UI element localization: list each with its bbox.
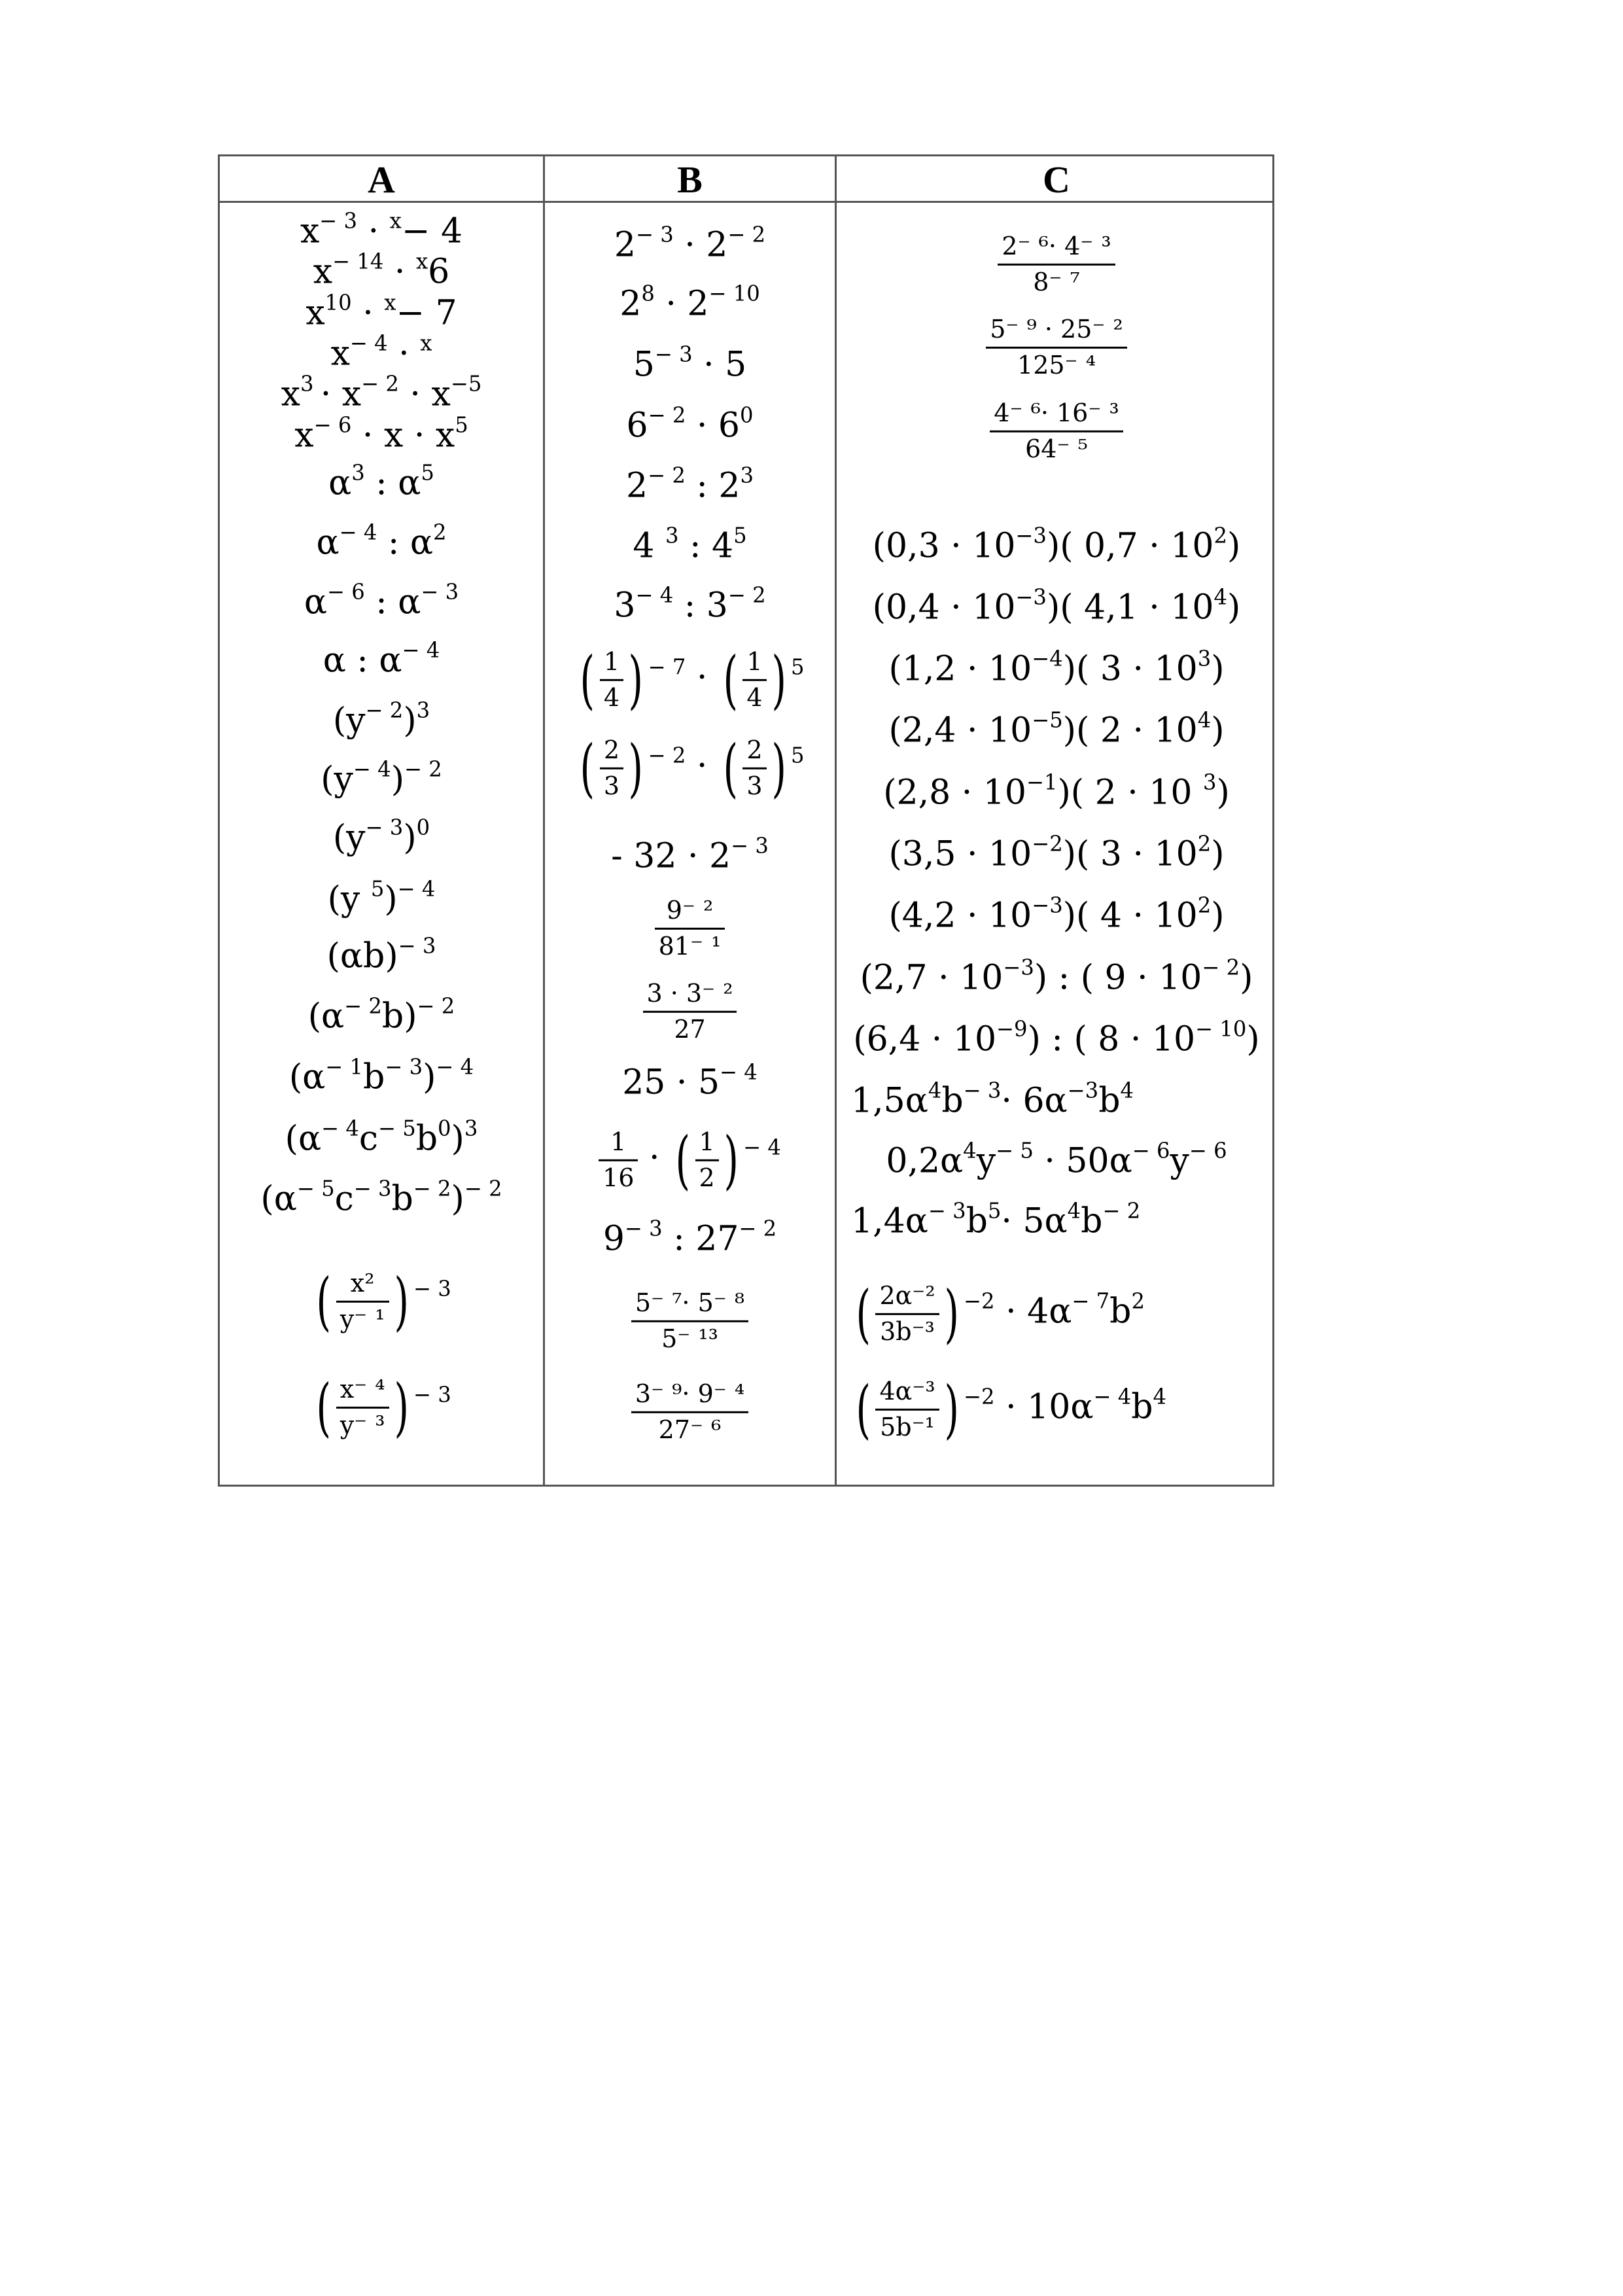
expression: $x^{- 6} \cdot x \cdot x^5$	[294, 412, 468, 455]
fraction: $\frac{\text{2⁻ ⁶· 4⁻ ³}}{\text{8⁻ ⁷}}$	[998, 232, 1115, 296]
expression: ( $\frac{\text{2α⁻²}}{\text{3b⁻³}}$ ) $^{-2} \cdot 4\alpha^{- 7}b^2$	[856, 1277, 1145, 1351]
expression: $(y^{- 3})^0$	[332, 815, 430, 858]
fraction: $\frac{1}{4}$	[600, 648, 623, 712]
fraction: $\frac{\text{9⁻ ²}}{\text{81⁻ ¹}}$	[655, 896, 725, 961]
expression: $0,2\alpha^4y^{- 5} \cdot 50\alpha^{- 6}y^{- 6}$	[886, 1138, 1227, 1181]
expression: $(y^{- 2})^3$	[332, 698, 430, 741]
expression: $(3,5 \cdot 10^{-2})$( $3 \cdot 10^2$)	[888, 831, 1225, 874]
expression: $(\alpha^{- 1}b^{- 3})^{- 4}$	[288, 1054, 474, 1097]
column-header-c: C	[1043, 158, 1070, 201]
expression: $\alpha^{- 6}$ : $\alpha^{- 3}$	[304, 579, 459, 622]
expression: α : $\alpha^{- 4}$	[323, 637, 440, 680]
expression: $(0,4 \cdot 10^{-3})$( $4,1 \cdot 10^4$)	[872, 584, 1241, 627]
expression: $25 \cdot 5^{- 4}$	[622, 1059, 758, 1103]
fraction: $\frac{1}{16}$	[599, 1128, 638, 1192]
expression: $\alpha^3$ : $\alpha^5$	[328, 460, 434, 503]
expression: $\frac{1}{16}$ · ( $\frac{1}{2}$ ) $^{- 4}$	[545, 1128, 835, 1192]
column-header-b: B	[677, 158, 703, 201]
expression: $x^{- 3} \cdot ^x- 4$	[300, 208, 463, 251]
expression: $2^{- 3} \cdot 2^{- 2}$	[614, 222, 766, 265]
column-c	[837, 202, 1276, 1485]
column-a	[220, 202, 543, 1485]
expression: ( $\frac{\text{4α⁻³}}{\text{5b⁻¹}}$ ) $^{-2} \cdot 10\alpha^{- 4}b^4$	[856, 1373, 1167, 1446]
expression: $2^8 \cdot 2^{- 10}$	[620, 281, 760, 324]
expression: $(2,7 \cdot 10^{-3})$ : ( $9 \cdot 10^{- 2}$)	[860, 955, 1253, 998]
column-b	[545, 202, 835, 1485]
expression: $(\alpha^{- 4}c^{- 5}b^0)^3$	[285, 1116, 478, 1159]
expression: ( $\frac{\text{x⁻ ⁴}}{\text{y⁻ ³}}$ ) $^{- 3}$	[316, 1371, 451, 1444]
expression: $6^{- 2} \cdot 6^0$	[626, 402, 754, 446]
expression	[545, 980, 835, 1044]
expression: $5^{- 3} \cdot 5$	[633, 342, 747, 385]
fraction: $\frac{2}{3}$	[742, 736, 766, 800]
expression	[837, 232, 1276, 296]
fraction: $\frac{\text{4⁻ ⁶· 16⁻ ³}}{\text{64⁻ ⁵}}$	[990, 399, 1123, 463]
expression: - $32 \cdot 2^{- 3}$	[611, 833, 769, 876]
expression: $(\alpha^{- 2}b)^{- 2}$	[307, 993, 455, 1036]
expression: $(0,3 \cdot 10^{-3})$( $0,7 \cdot 10^2$)	[872, 523, 1241, 566]
exercise-table	[218, 154, 1274, 1487]
expression: $\alpha^{- 4}$ : $\alpha^2$	[316, 520, 447, 563]
expression	[837, 315, 1276, 380]
fraction: $\frac{\text{3 · 3⁻ ²}}{27}$	[643, 980, 737, 1044]
expression: $(6,4 \cdot 10^{-9})$ : ( $8 \cdot 10^{- 10}$)	[853, 1016, 1260, 1059]
expression	[545, 1289, 835, 1353]
fraction: $\frac{\text{x⁻ ⁴}}{\text{y⁻ ³}}$	[336, 1375, 389, 1439]
expression: $1,5\alpha^4b^{- 3}\cdot 6\alpha^{-3}b^4$	[851, 1078, 1134, 1121]
expression: $x^3 \cdot x^{- 2} \cdot x^{-5}$	[281, 371, 482, 414]
expression: $(2,8 \cdot 10^{-1})$( 2 · 10 $^3$)	[883, 769, 1230, 813]
expression	[545, 1380, 835, 1444]
fraction: $\frac{1}{4}$	[742, 648, 766, 712]
expression: $x^{- 4} \cdot ^x$	[330, 330, 432, 374]
fraction: $\frac{\text{5⁻ ⁹ · 25⁻ ²}}{\text{125⁻ ⁴}}$	[986, 315, 1127, 380]
expression: ( $\frac{2}{3}$ ) $^{- 2}$ · ( $\frac{2}{3}$ ) $^5$	[580, 732, 805, 805]
expression: 4 $^3$ : $4^5$	[633, 523, 747, 566]
expression: $9^{- 3}$ : $27^{- 2}$	[602, 1216, 777, 1259]
fraction: $\frac{\text{x²}}{\text{y⁻ ¹}}$	[336, 1269, 389, 1333]
expression: $x^{- 14} \cdot ^x6$	[313, 249, 450, 292]
expression	[545, 896, 835, 961]
expression: $2^{- 2}$ : $2^3$	[625, 463, 754, 506]
fraction: $\frac{\text{3⁻ ⁹· 9⁻ ⁴}}{\text{27⁻ ⁶}}$	[631, 1380, 748, 1444]
fraction: $\frac{\text{5⁻ ⁷· 5⁻ ⁸}}{\text{5⁻ ¹³}}$	[631, 1289, 748, 1353]
fraction: $\frac{2}{3}$	[600, 736, 623, 800]
expression: $(\alpha b)^{- 3}$	[326, 933, 436, 976]
expression: $(4,2 \cdot 10^{-3})$( $4 \cdot 10^2$)	[888, 892, 1225, 936]
fraction: $\frac{\text{4α⁻³}}{\text{5b⁻¹}}$	[875, 1377, 939, 1441]
expression	[837, 399, 1276, 463]
expression: $(\alpha^{- 5}c^{- 3}b^{- 2})^{- 2}$	[260, 1176, 502, 1219]
expression: $(2,4 \cdot 10^{-5})$( $2 \cdot 10^4$)	[888, 707, 1225, 751]
fraction: $\frac{1}{2}$	[695, 1128, 719, 1192]
expression: $3^{- 4}$ : $3^{- 2}$	[614, 582, 766, 626]
expression: $(y^{- 4})^{- 2}$	[321, 756, 442, 800]
expression: ( $\frac{1}{4}$ ) $^{- 7}$ · ( $\frac{1}{4}$ ) $^5$	[580, 643, 805, 716]
expression: (y $^5$)$^{- 4}$	[327, 876, 436, 919]
expression: $(1,2 \cdot 10^{-4})$( $3 \cdot 10^3$)	[888, 646, 1225, 689]
expression: $x^{10} \cdot ^x- 7$	[305, 290, 457, 333]
column-header-a: A	[368, 158, 395, 201]
expression: ( $\frac{\text{x²}}{\text{y⁻ ¹}}$ ) $^{- 3}$	[316, 1265, 451, 1338]
fraction: $\frac{\text{2α⁻²}}{\text{3b⁻³}}$	[875, 1282, 939, 1346]
expression: $1,4\alpha^{- 3}b^5\cdot 5\alpha^4b^{- 2}$	[851, 1198, 1141, 1241]
